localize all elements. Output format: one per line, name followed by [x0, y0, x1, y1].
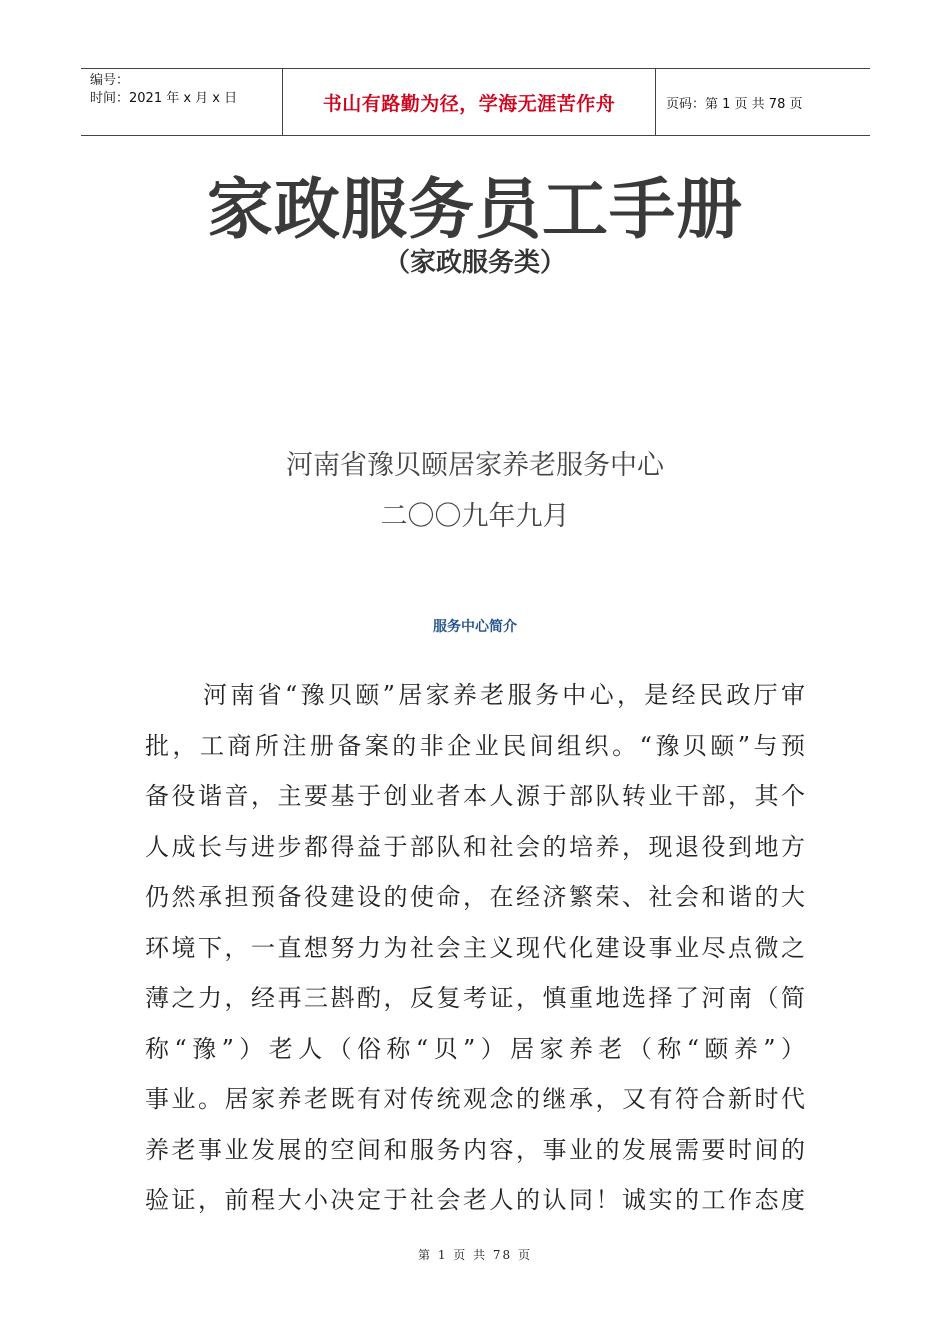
organization-name: 河南省豫贝颐居家养老服务中心 — [286, 450, 664, 481]
document-title: 家政服务员工手册 — [207, 171, 743, 248]
body-line: 仍然承担预备役建设的使命，在经济繁荣、社会和谐的大 — [145, 883, 805, 911]
body-paragraph — [145, 670, 805, 1226]
body-line: 河南省“豫贝颐”居家养老服务中心，是经民政厅审 — [203, 681, 805, 709]
body-line: 验证，前程大小决定于社会老人的认同！诚实的工作态度 — [145, 1186, 805, 1214]
header-motto: 书山有路勤为径，学海无涯苦作舟 — [282, 69, 656, 135]
body-line: 称“豫”）老人（俗称“贝”）居家养老（称“颐养”） — [145, 1034, 805, 1063]
page-footer: 第 1 页 共 78 页 — [418, 1248, 532, 1262]
body-line: 薄之力，经再三斟酌，反复考证，慎重地选择了河南（简 — [145, 984, 805, 1012]
body-line: 人成长与进步都得益于部队和社会的培养，现退役到地方 — [145, 832, 805, 861]
body-line: 事业。居家养老既有对传统观念的继承，又有符合新时代 — [145, 1085, 805, 1113]
body-line: 养老事业发展的空间和服务内容，事业的发展需要时间的 — [145, 1135, 805, 1164]
section-heading: 服务中心简介 — [433, 619, 517, 635]
time-label: 时间：2021 年 x 月 x 日 — [90, 91, 238, 106]
header-page-info: 页码：第 1 页 共 78 页 — [666, 96, 803, 112]
body-line: 备役谐音，主要基于创业者本人源于部队转业干部，其个 — [145, 782, 805, 810]
document-header — [81, 68, 870, 136]
body-line: 批，工商所注册备案的非企业民间组织。“豫贝颐”与预 — [145, 731, 805, 760]
document-date: 二〇〇九年九月 — [380, 501, 570, 532]
body-line: 环境下，一直想努力为社会主义现代化建设事业尽点微之 — [145, 933, 805, 962]
number-label: 编号： — [90, 73, 130, 88]
document-subtitle: （家政服务类） — [383, 248, 566, 278]
header-meta — [81, 69, 282, 135]
